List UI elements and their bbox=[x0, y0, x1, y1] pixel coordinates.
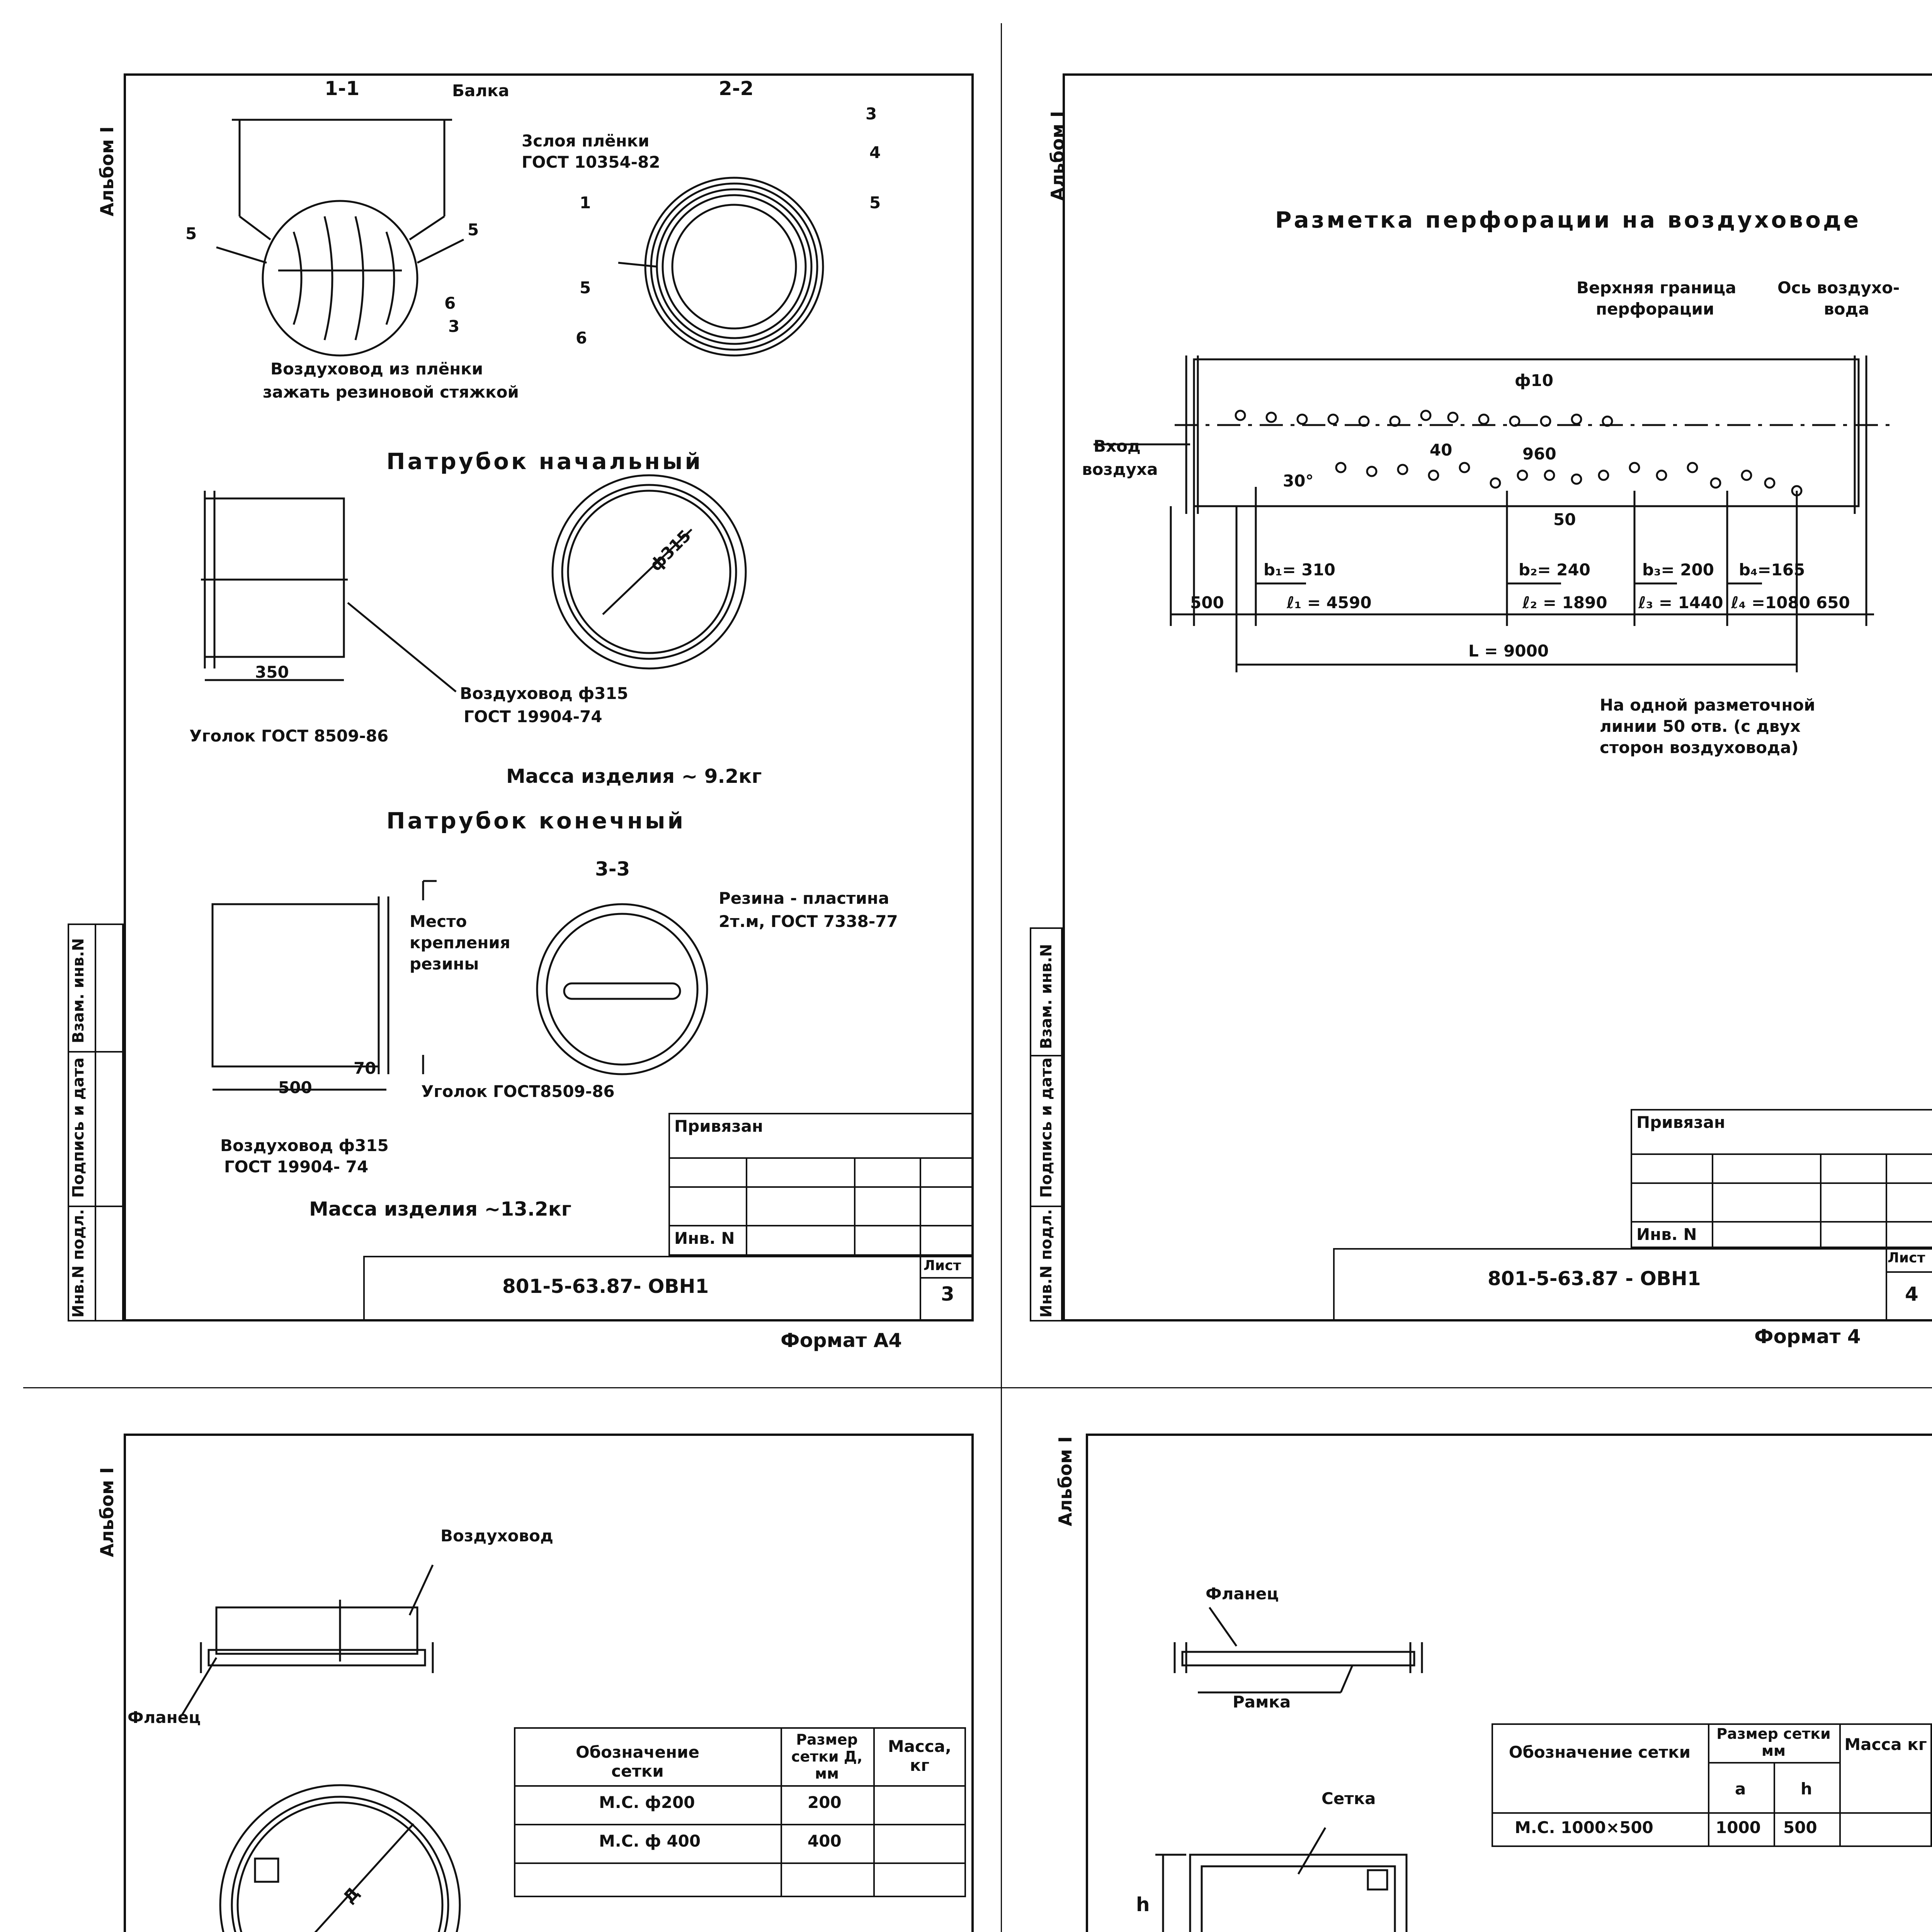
section-2-2: 2-2 bbox=[719, 77, 754, 100]
side-label-podpis-2: Подпись и дата bbox=[1037, 1057, 1055, 1198]
rubber-gost-label: 2т.м, ГОСТ 7338-77 bbox=[719, 912, 898, 931]
inv-n-label: Инв. N bbox=[674, 1229, 735, 1248]
flange-label-3: Фланец bbox=[128, 1708, 201, 1727]
table-row-1-size: 200 bbox=[808, 1793, 842, 1812]
dim-30deg: 30° bbox=[1283, 471, 1314, 490]
duct-axis-2: вода bbox=[1824, 299, 1869, 318]
inlet-2: воздуха bbox=[1082, 460, 1158, 479]
mark-4: 4 bbox=[869, 143, 881, 162]
mark-5a: 5 bbox=[869, 193, 881, 212]
sheet2-code: 801-5-63.87 - ОВН1 bbox=[1488, 1267, 1701, 1290]
dim-40: 40 bbox=[1430, 440, 1452, 459]
table4-sub-h: h bbox=[1801, 1779, 1812, 1798]
dim-L: L = 9000 bbox=[1468, 641, 1549, 660]
mark-6a: 6 bbox=[444, 294, 456, 313]
film-layers-label: 3слоя плёнки bbox=[522, 131, 650, 150]
dim-500: 500 bbox=[278, 1078, 312, 1097]
table4-head-mass: Масса кг bbox=[1844, 1735, 1927, 1754]
mark-6b: 6 bbox=[576, 328, 587, 347]
binding-label-2: Привязан bbox=[1636, 1113, 1725, 1132]
dim-l4: ℓ₄ =1080 bbox=[1731, 593, 1810, 612]
mass-1: Масса изделия ~ 9.2кг bbox=[506, 765, 762, 787]
sheet1-format: Формат А4 bbox=[781, 1329, 902, 1352]
dim-l1: ℓ₁ = 4590 bbox=[1287, 593, 1372, 612]
dim-70: 70 bbox=[354, 1059, 376, 1078]
section-1-1: 1-1 bbox=[325, 77, 360, 100]
film-gost-label: ГОСТ 10354-82 bbox=[522, 153, 660, 172]
duct-315-label-2: Воздуховод ф315 bbox=[220, 1136, 389, 1155]
duct-label-3: Воздуховод bbox=[440, 1526, 553, 1545]
dim-b1: b₁= 310 bbox=[1264, 560, 1335, 579]
duct-gost-label: ГОСТ 19904-74 bbox=[464, 707, 602, 726]
table-head-size: Размер сетки Д, мм bbox=[791, 1731, 863, 1782]
table4-sub-a: а bbox=[1735, 1779, 1746, 1798]
mark-3b: 3 bbox=[448, 317, 460, 336]
inv-n-label-2: Инв. N bbox=[1636, 1225, 1697, 1244]
sheet1-sheet-no: 3 bbox=[941, 1283, 954, 1305]
table-row-2-size: 400 bbox=[808, 1832, 842, 1850]
dim-b4: b₄=165 bbox=[1739, 560, 1805, 579]
table4-head-designation: Обозначение сетки bbox=[1509, 1743, 1691, 1762]
dim-50: 50 bbox=[1553, 510, 1576, 529]
dim-500-left: 500 bbox=[1190, 593, 1224, 612]
sheet1-list-label: Лист bbox=[923, 1258, 961, 1274]
album-label: Альбом I bbox=[97, 126, 117, 216]
duct-film-label: Воздуховод из плёнки bbox=[270, 359, 483, 378]
sheet2-format: Формат 4 bbox=[1754, 1325, 1861, 1348]
end-nozzle-title: Патрубок конечный bbox=[386, 808, 686, 834]
sheet2-list-label: Лист bbox=[1888, 1250, 1925, 1266]
dim-b2: b₂= 240 bbox=[1519, 560, 1590, 579]
upper-bound-1: Верхняя граница bbox=[1577, 278, 1736, 297]
dim-l2: ℓ₂ = 1890 bbox=[1522, 593, 1607, 612]
rubber-fix-2: крепления bbox=[410, 933, 510, 952]
album-label-2: Альбом I bbox=[1047, 111, 1068, 201]
album-label-3: Альбом I bbox=[97, 1467, 117, 1557]
dim-350: 350 bbox=[255, 663, 289, 682]
duct-axis-1: Ось воздухо- bbox=[1777, 278, 1900, 297]
rubber-fix-3: резины bbox=[410, 954, 479, 973]
start-nozzle-title: Патрубок начальный bbox=[386, 448, 703, 474]
dim-l3: ℓ₃ = 1440 bbox=[1638, 593, 1723, 612]
mark-5d: 5 bbox=[580, 278, 591, 297]
upper-bound-2: перфорации bbox=[1596, 299, 1714, 318]
mass-2: Масса изделия ~13.2кг bbox=[309, 1198, 571, 1220]
section-3-3: 3-3 bbox=[595, 858, 630, 880]
dim-960: 960 bbox=[1522, 444, 1556, 463]
sheet1-code: 801-5-63.87- ОВН1 bbox=[502, 1275, 709, 1298]
binding-label: Привязан bbox=[674, 1117, 763, 1136]
inlet-1: Вход bbox=[1094, 437, 1141, 456]
table-row-1-designation: М.С. ф200 bbox=[599, 1793, 695, 1812]
diam-315: ф315 bbox=[646, 526, 695, 575]
holes-note-3: сторон воздуховода) bbox=[1600, 738, 1799, 757]
hole-d10: ф10 bbox=[1515, 371, 1554, 390]
side-label-inv-podl-2: Инв.N подл. bbox=[1037, 1209, 1055, 1318]
flange-label-4: Фланец bbox=[1206, 1584, 1279, 1603]
clamp-label: зажать резиновой стяжкой bbox=[263, 383, 519, 401]
album-label-4: Альбом I bbox=[1055, 1436, 1076, 1526]
angle-gost-label-2: Уголок ГОСТ8509-86 bbox=[421, 1082, 615, 1101]
sheet-separator-vertical bbox=[1001, 23, 1002, 1932]
table4-row-h: 500 bbox=[1783, 1818, 1817, 1837]
dim-b3: b₃= 200 bbox=[1642, 560, 1714, 579]
table4-row-a: 1000 bbox=[1716, 1818, 1761, 1837]
diam-D-label: Д bbox=[339, 1883, 363, 1907]
rubber-fix-1: Место bbox=[410, 912, 467, 931]
sheet2-sheet-no: 4 bbox=[1905, 1283, 1918, 1305]
mark-3: 3 bbox=[866, 104, 877, 123]
holes-note-2: линии 50 отв. (с двух bbox=[1600, 717, 1801, 736]
side-label-vzam-2: Взам. инв.N bbox=[1037, 944, 1055, 1049]
beam-label: Балка bbox=[452, 81, 509, 100]
frame-label-4: Рамка bbox=[1233, 1692, 1291, 1711]
table-head-designation: Обозначение сетки bbox=[576, 1743, 699, 1781]
mark-1: 1 bbox=[580, 193, 591, 212]
dim-h: h bbox=[1136, 1893, 1150, 1916]
sheet-separator-horizontal bbox=[23, 1387, 1932, 1388]
table4-row-designation: М.С. 1000×500 bbox=[1515, 1818, 1653, 1837]
angle-gost-label: Уголок ГОСТ 8509-86 bbox=[189, 726, 389, 745]
rubber-plate-label: Резина - пластина bbox=[719, 889, 889, 908]
dim-650-right: 650 bbox=[1816, 593, 1850, 612]
table4-head-size: Размер сетки мм bbox=[1716, 1725, 1831, 1759]
table-row-2-designation: М.С. ф 400 bbox=[599, 1832, 701, 1850]
table-head-mass: Масса, кг bbox=[888, 1737, 952, 1775]
duct-315-label: Воздуховод ф315 bbox=[460, 684, 628, 703]
duct-gost-label-2: ГОСТ 19904- 74 bbox=[224, 1157, 369, 1176]
mesh-label-4: Сетка bbox=[1321, 1789, 1376, 1808]
holes-note-1: На одной разметочной bbox=[1600, 696, 1815, 714]
mark-5c: 5 bbox=[468, 220, 479, 239]
perforation-title: Разметка перфорации на воздуховоде bbox=[1275, 207, 1861, 233]
side-label-podpis: Подпись и дата bbox=[70, 1057, 87, 1198]
side-label-vzam: Взам. инв.N bbox=[70, 938, 87, 1043]
mark-5b: 5 bbox=[185, 224, 197, 243]
side-label-inv-podl: Инв.N подл. bbox=[70, 1209, 87, 1318]
